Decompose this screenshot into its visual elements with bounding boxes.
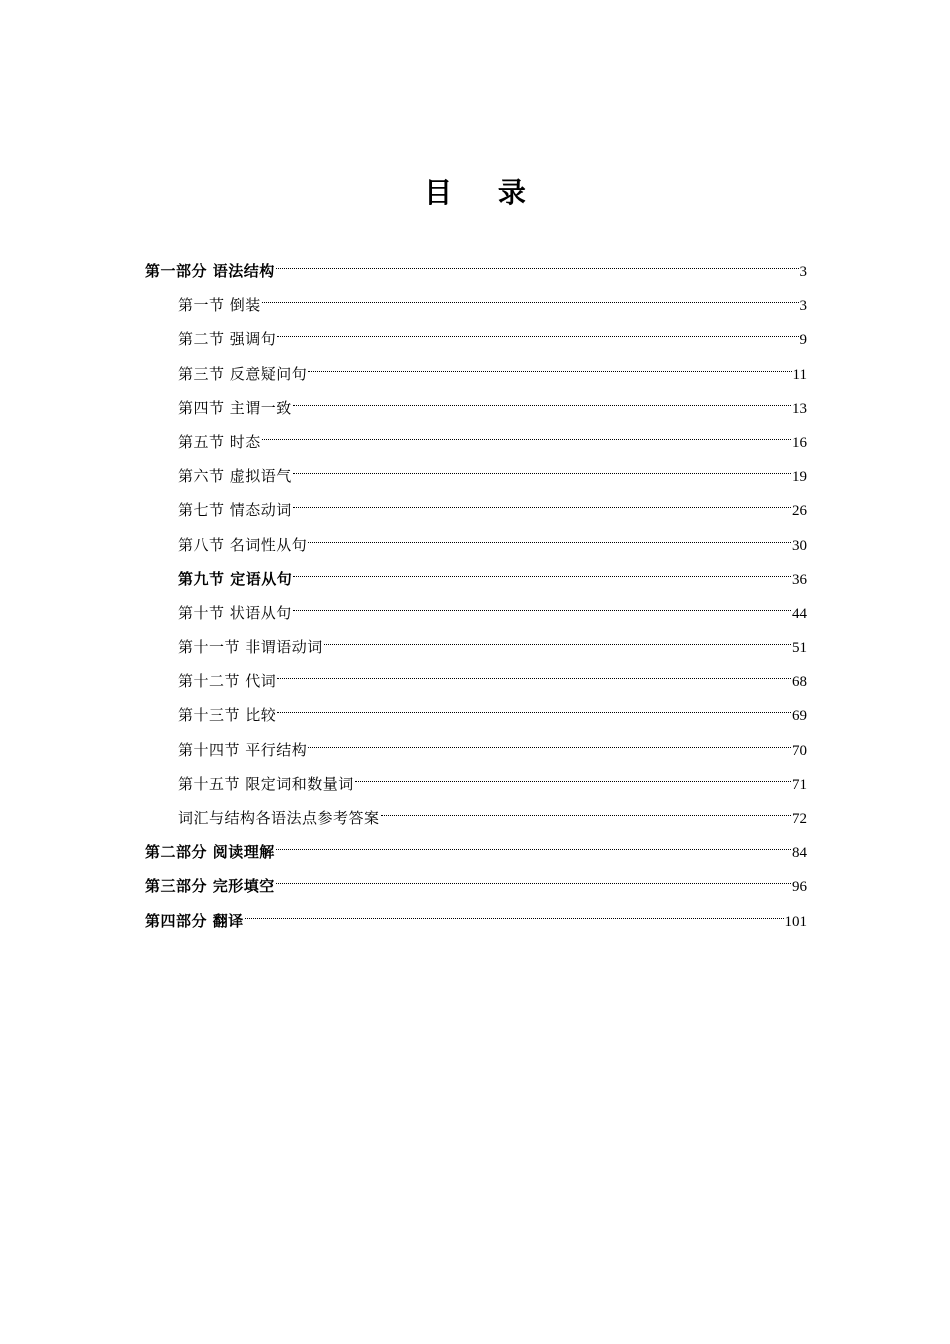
toc-dot-leader [293,554,791,584]
toc-page-number: 70 [792,742,807,759]
toc-page-number: 16 [792,434,807,451]
toc-dot-leader [277,690,791,720]
toc-dot-leader [277,314,798,344]
toc-entry-label: 第二节 强调句 [178,330,277,349]
toc-entry-label: 第一节 倒装 [178,296,261,315]
toc-dot-leader [381,793,791,823]
toc-entry-label: 第十五节 限定词和数量词 [178,774,354,793]
toc-dot-leader [276,861,791,891]
toc-dot-leader [308,520,791,550]
toc-dot-leader [355,759,791,789]
toc-entry-label: 第十一节 非谓语动词 [178,638,323,657]
toc-page-number: 30 [792,537,807,554]
table-of-contents [145,246,807,930]
toc-entry-label: 第三节 反意疑问句 [178,364,308,383]
toc-dot-leader [324,622,791,652]
toc-entry-label: 第十四节 平行结构 [178,740,308,759]
toc-dot-leader [293,383,791,413]
toc-page-number: 26 [792,503,807,520]
toc-page-number: 3 [799,264,807,280]
toc-page-number: 44 [792,605,807,622]
toc-dot-leader [293,451,791,481]
toc-entry[interactable] [145,896,807,930]
toc-entry-label: 第六节 虚拟语气 [178,467,292,486]
toc-page-number: 84 [792,845,807,862]
toc-entry-label: 第十三节 比较 [178,706,277,725]
toc-entry-label: 第八节 名词性从句 [178,535,308,554]
toc-page-number: 36 [792,571,807,588]
toc-page-number: 68 [792,674,807,691]
toc-dot-leader [308,349,791,379]
toc-page-number: 71 [792,776,807,793]
toc-entry-label: 词汇与结构各语法点参考答案 [178,809,380,827]
toc-dot-leader [276,246,799,276]
toc-entry[interactable] [145,246,807,280]
toc-entry-label: 第七节 情态动词 [178,501,292,520]
toc-dot-leader [245,896,784,926]
toc-dot-leader [293,485,791,515]
toc-dot-leader [277,656,791,686]
toc-entry-label: 第五节 时态 [178,432,261,451]
toc-page-number: 3 [799,298,807,315]
toc-entry-label: 第三部分 完形填空 [145,877,275,896]
toc-entry-label: 第四部分 翻译 [145,911,244,930]
toc-dot-leader [262,417,791,447]
toc-entry-label: 第十节 状语从句 [178,603,292,622]
toc-page-number: 72 [792,811,807,827]
toc-entry-label: 第一部分 语法结构 [145,262,275,280]
toc-page-number: 19 [792,469,807,486]
toc-page-number: 9 [799,332,807,349]
toc-page-number: 69 [792,708,807,725]
toc-entry-label: 第四节 主谓一致 [178,398,292,417]
toc-dot-leader [308,725,791,755]
toc-page-number: 101 [784,913,807,930]
toc-entry-label: 第九节 定语从句 [178,569,293,588]
toc-page-number: 11 [792,366,807,383]
toc-page-number: 51 [792,640,807,657]
toc-page-number: 96 [792,879,807,896]
toc-dot-leader [262,280,799,310]
toc-dot-leader [293,588,791,618]
toc-dot-leader [276,827,791,857]
toc-page-number: 13 [792,400,807,417]
page-title: 目 录 [424,175,544,209]
toc-entry-label: 第十二节 代词 [178,672,277,691]
toc-entry-label: 第二部分 阅读理解 [145,843,275,862]
